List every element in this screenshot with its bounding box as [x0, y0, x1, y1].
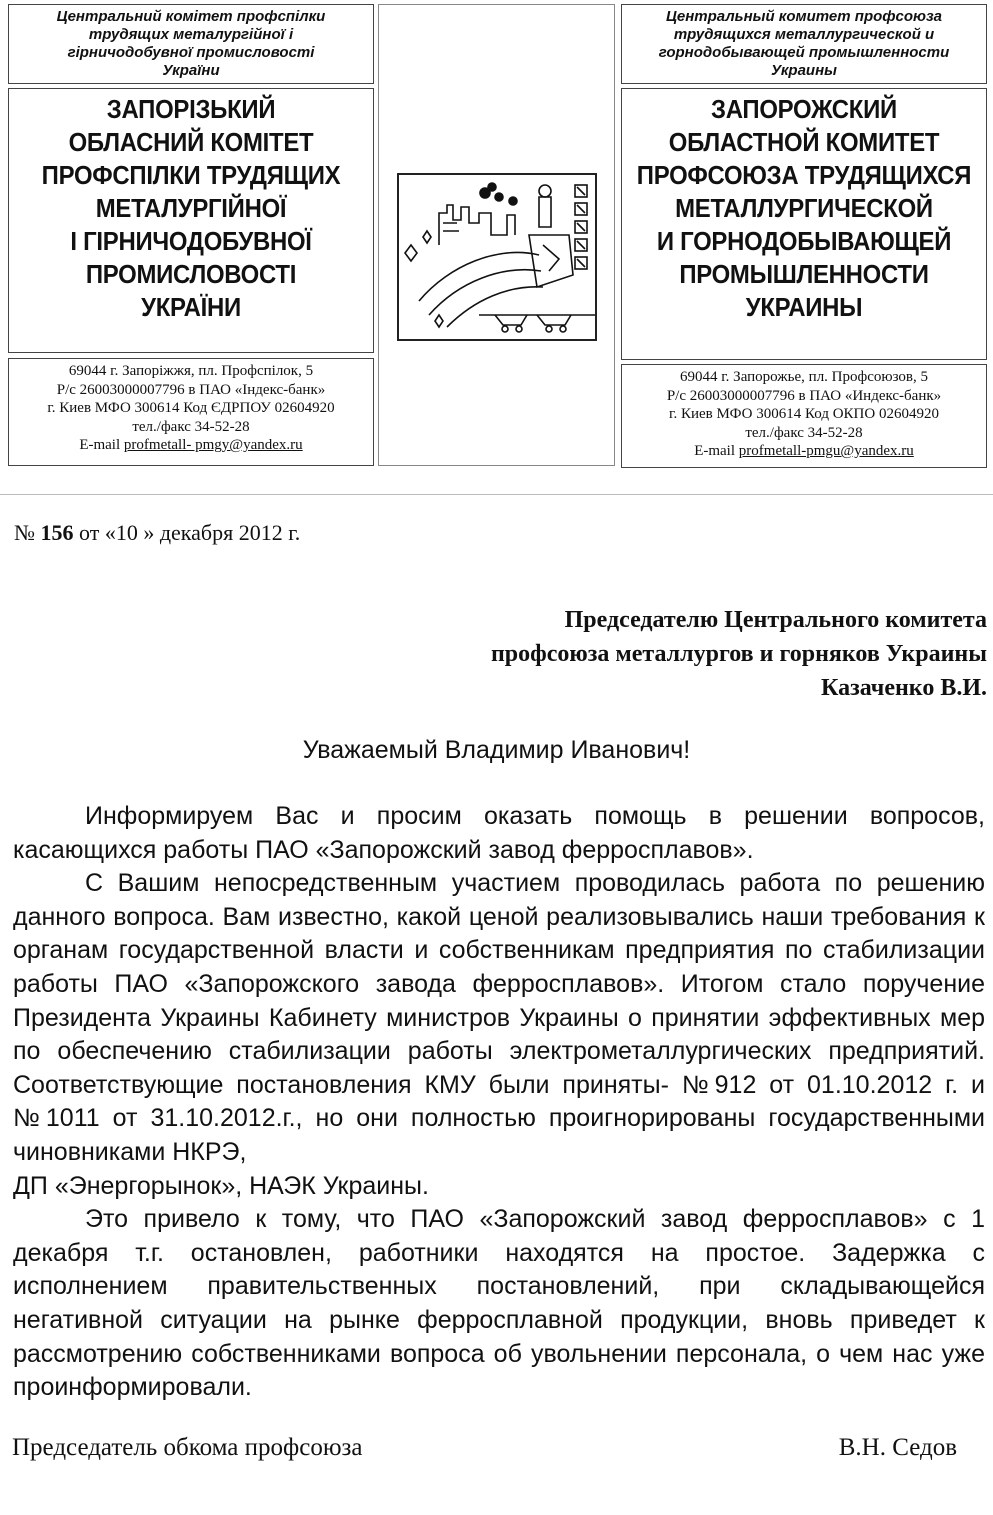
right-big-header-line: МЕТАЛЛУРГИЧЕСКОЙ — [675, 193, 933, 223]
addressee-block — [491, 603, 987, 705]
left-big-header-line: ПРОМИСЛОВОСТІ — [85, 259, 297, 289]
right-address-line: 69044 г. Запорожье, пл. Профсоюзов, 5 — [679, 369, 929, 385]
body-paragraph: Это привело к тому, что ПАО «Запорожский завод ферросплавов» с 1 декабря т.г. остановлен, работники находятся на простое. Задержка с исполнением правительственных постановлений, при складывающейся негативной ситуации на рынке ферросплавной продукции, вновь приведет к рассмотрению собственниками вопроса об увольнении персонала, о чем нас уже проинформировали. — [13, 1205, 985, 1402]
signature-name: В.Н. Седов — [838, 1434, 957, 1461]
left-big-header-line: УКРАЇНИ — [141, 292, 241, 322]
right-big-header-line: И ГОРНОДОБЫВАЮЩЕЙ — [656, 226, 952, 256]
letter-body — [13, 800, 985, 1405]
right-email-link[interactable]: profmetall-pmgu@yandex.ru — [738, 443, 914, 459]
left-email-prefix: E-mail — [79, 437, 124, 453]
logo-frame — [397, 173, 597, 341]
reference-number: 156 — [40, 520, 74, 545]
right-small-header-line: трудящихся металлургической и — [673, 26, 935, 43]
body-paragraph: Информируем Вас и просим оказать помощь в решении вопросов, касающихся работы ПАО «Запорожский завод ферросплавов». — [13, 802, 985, 864]
right-small-header-line: Центральный комитет профсоюза — [665, 8, 943, 25]
right-big-header-line: ОБЛАСТНОЙ КОМИТЕТ — [668, 127, 940, 157]
addressee-line: Казаченко В.И. — [821, 675, 987, 701]
right-big-header — [621, 88, 987, 360]
left-small-header — [8, 4, 374, 84]
addressee-line: Председателю Центрального комитета — [564, 607, 987, 633]
right-email-line — [622, 442, 986, 461]
left-big-header-line: ЗАПОРІЗЬКИЙ — [106, 94, 276, 124]
right-small-header-line: Украины — [771, 62, 837, 79]
document-reference — [14, 520, 300, 546]
left-address-line: тел./факс 34-52-28 — [132, 418, 250, 435]
body-paragraph: С Вашим непосредственным участием проводилась работа по решению данного вопроса. Вам известно, какой ценой реализовывались наши требования к органам государственной власти и собственникам предприятия по стабилизации работы ПАО «Запорожского завода ферросплавов». Итогом стало поручение Президента Украины Кабинету министров Украины о принятии эффективных мер по обеспечению стабилизации работы электрометаллургических предприятий. Соответствующие постановления КМУ были приняты- №912 от 01.10.2012 г. и №1011 от 31.10.2012.г., но они полностью проигнорированы государственными чиновниками НКРЭ, — [13, 869, 985, 1166]
header-divider — [0, 494, 993, 495]
reference-prefix: № — [14, 520, 41, 545]
right-address-line: тел./факс 34-52-28 — [745, 424, 863, 441]
left-big-header — [8, 88, 374, 353]
left-email-line — [9, 436, 373, 455]
left-email-link[interactable]: profmetall- pmgy@yandex.ru — [123, 437, 303, 453]
left-small-header-line: України — [162, 62, 220, 79]
center-logo-panel — [378, 4, 615, 466]
right-big-header-line: ЗАПОРОЖСКИЙ — [711, 94, 897, 124]
left-address-line: г. Киев МФО 300614 Код ЄДРПОУ 02604920 — [47, 400, 335, 416]
left-small-header-line: трудящих металургійної і — [88, 26, 294, 43]
right-big-header-line: ПРОФСОЮЗА ТРУДЯЩИХСЯ — [636, 160, 972, 190]
left-small-header-line: Центральний комітет профспілки — [56, 8, 326, 25]
right-address-line: г. Киев МФО 300614 Код ОКПО 02604920 — [669, 406, 939, 422]
right-big-header-line: УКРАИНЫ — [745, 292, 863, 322]
left-small-header-line: гірничодобувної промисловості — [67, 44, 315, 61]
right-address-block — [621, 364, 987, 468]
right-address-line: Р/с 26003000007796 в ПАО «Индекс-банк» — [666, 387, 942, 404]
right-small-header-line: горнодобывающей промышленности — [658, 44, 950, 61]
left-address-block — [8, 358, 374, 466]
right-email-prefix: E-mail — [694, 443, 739, 459]
signature-position: Председатель обкома профсоюза — [12, 1434, 363, 1461]
left-big-header-line: ОБЛАСНИЙ КОМІТЕТ — [68, 127, 314, 157]
left-big-header-line: І ГІРНИЧОДОБУВНОЇ — [70, 226, 312, 256]
left-big-header-line: МЕТАЛУРГІЙНОЇ — [95, 193, 287, 223]
left-big-header-line: ПРОФСПІЛКИ ТРУДЯЩИХ — [41, 160, 341, 190]
left-address-line: Р/с 26003000007796 в ПАО «Індекс-банк» — [56, 381, 326, 398]
greeting: Уважаемый Владимир Иванович! — [302, 736, 691, 764]
right-big-header-line: ПРОМЫШЛЕННОСТИ — [679, 259, 929, 289]
body-paragraph: ДП «Энергорынок», НАЭК Украины. — [13, 1171, 429, 1200]
reference-date: от «10 » декабря 2012 г. — [73, 520, 301, 545]
left-address-line: 69044 г. Запоріжжя, пл. Профспілок, 5 — [68, 363, 314, 379]
right-small-header — [621, 4, 987, 84]
metallurgy-emblem-icon — [399, 175, 595, 339]
addressee-line: профсоюза металлургов и горняков Украины — [490, 641, 987, 667]
